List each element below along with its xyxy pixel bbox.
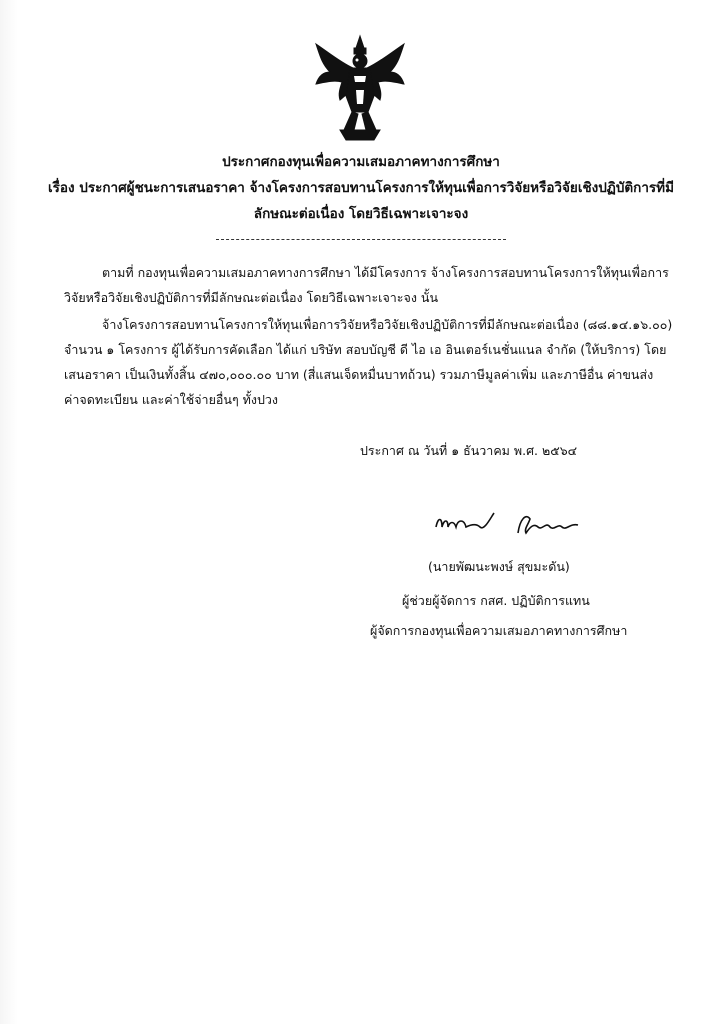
signatory-name: (นายพัฒนะพงษ์ สุขมะดัน) bbox=[428, 559, 570, 574]
paragraph-2-line-2: จำนวน ๑ โครงการ ผู้ได้รับการคัดเลือก ได้แก่ บริษัท สอบบัญชี ดี ไอ เอ อินเตอร์เนชั่นแนล จำกัด (ให้บริการ) โดย bbox=[64, 342, 667, 357]
signatory-title: ผู้จัดการกองทุนเพื่อความเสมอภาคทางการศึกษา bbox=[370, 623, 628, 638]
paragraph-2-line-1: จ้างโครงการสอบทานโครงการให้ทุนเพื่อการวิจัยหรือวิจัยเชิงปฏิบัติการที่มีลักษณะต่อเนื่อง (๘๘.๑๔.๑๖.๐๐) bbox=[102, 317, 673, 332]
separator-rule bbox=[216, 239, 506, 240]
garuda-emblem-icon bbox=[310, 34, 410, 144]
paragraph-2-line-3: เสนอราคา เป็นเงินทั้งสิ้น ๔๗๐,๐๐๐.๐๐ บาท (สี่แสนเจ็ดหมื่นบาทถ้วน) รวมภาษีมูลค่าเพิ่ม และภาษีอื่น ค่าขนส่ง bbox=[64, 367, 654, 382]
scan-shadow bbox=[0, 0, 18, 1024]
paragraph-1-line-2: วิจัยหรือวิจัยเชิงปฏิบัติการที่มีลักษณะต่อเนื่อง โดยวิธีเฉพาะเจาะจง นั้น bbox=[64, 290, 439, 305]
organization-heading: ประกาศกองทุนเพื่อความเสมอภาคทางการศึกษา bbox=[222, 154, 500, 170]
handwritten-signature bbox=[428, 505, 588, 541]
subject-line-2: ลักษณะต่อเนื่อง โดยวิธีเฉพาะเจาะจง bbox=[253, 206, 469, 222]
paragraph-2-line-4: ค่าจดทะเบียน และค่าใช้จ่ายอื่นๆ ทั้งปวง bbox=[64, 392, 279, 407]
subject-line-1: เรื่อง ประกาศผู้ชนะการเสนอราคา จ้างโครงการสอบทานโครงการให้ทุนเพื่อการวิจัยหรือวิจัยเชิงปฏิบัติการที่มี bbox=[48, 180, 674, 196]
announcement-date: ประกาศ ณ วันที่ ๑ ธันวาคม พ.ศ. ๒๕๖๔ bbox=[360, 443, 578, 458]
paragraph-1-line-1: ตามที่ กองทุนเพื่อความเสมอภาคทางการศึกษา ได้มีโครงการ จ้างโครงการสอบทานโครงการให้ทุนเพื่อการ bbox=[102, 265, 669, 280]
signatory-position: ผู้ช่วยผู้จัดการ กสศ. ปฏิบัติการแทน bbox=[402, 593, 590, 608]
